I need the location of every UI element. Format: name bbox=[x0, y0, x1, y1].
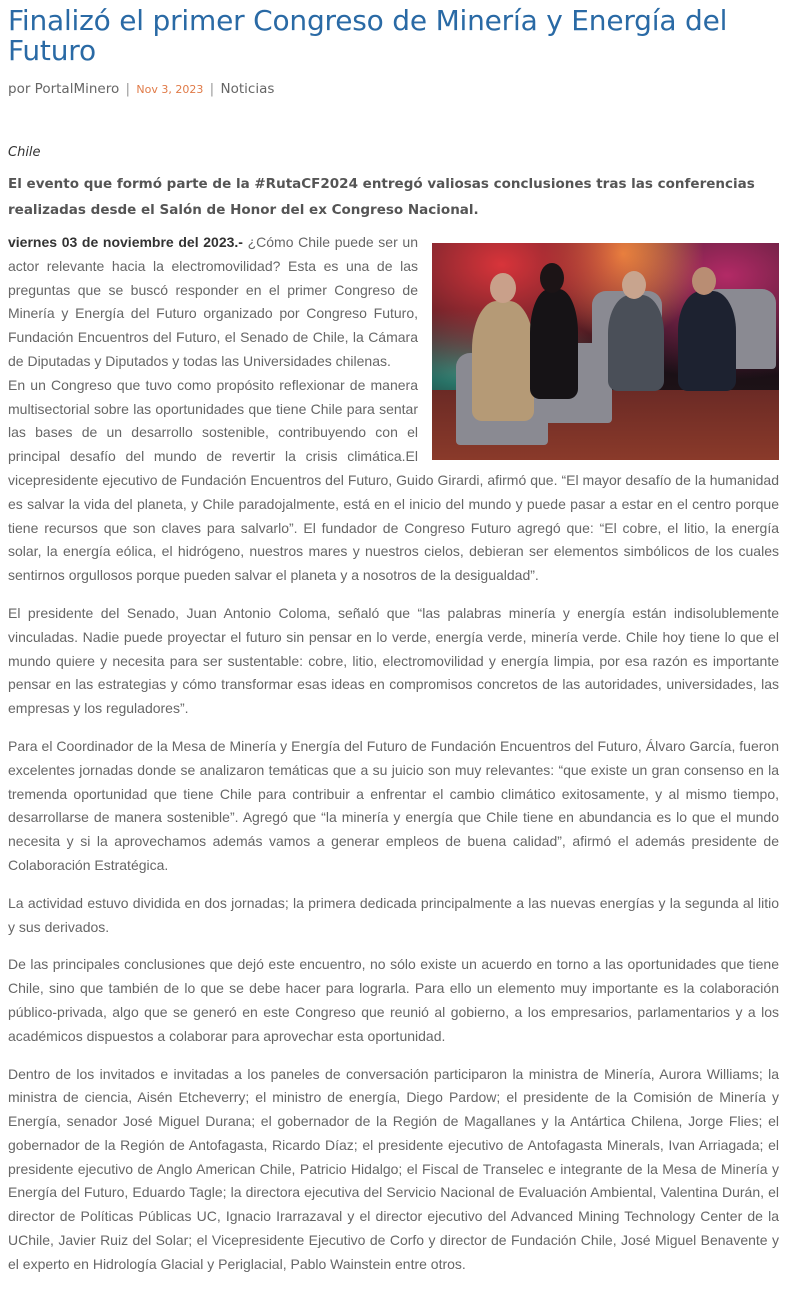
photo-person bbox=[678, 291, 736, 391]
post-date: Nov 3, 2023 bbox=[136, 83, 204, 96]
post-meta bbox=[8, 80, 779, 99]
paragraph: La actividad estuvo dividida en dos jornadas; la primera dedicada principalmente a las nuevas energías y la segunda al litio y sus derivados. bbox=[8, 894, 779, 935]
photo-person bbox=[530, 289, 578, 399]
photo-person bbox=[608, 295, 664, 391]
article-title: Finalizó el primer Congreso de Minería y Energía del Futuro bbox=[8, 4, 728, 67]
category-link[interactable]: Noticias bbox=[220, 81, 275, 97]
article-lead: El evento que formó parte de la #RutaCF2024 entregó valiosas conclusiones tras las conferencias realizadas desde el Salón de Honor del ex Congreso Nacional. bbox=[8, 176, 755, 218]
photo-head bbox=[622, 271, 646, 299]
photo-head bbox=[490, 273, 516, 303]
panel-photo bbox=[432, 243, 779, 460]
paragraph: Para el Coordinador de la Mesa de Minería y Energía del Futuro de Fundación Encuentros del Futuro, Álvaro García, fueron excelentes jornadas donde se analizaron temáticas que a su juicio son muy relevantes: “que existe un gran consenso en la tremenda oportunidad que tiene Chile para contribuir a enfrentar el cambio climático exitosamente, y al mismo tiempo, desarrollarse de manera sostenible”. Agregó que “la minería y energía que Chile tiene en abundancia es lo que el mundo necesita y si la aprovechamos además vamos a generar empleos de buena calidad”, afirmó el además presidente de Colaboración Estratégica. bbox=[8, 737, 779, 873]
photo-person bbox=[472, 301, 534, 421]
dateline: viernes 03 de noviembre del 2023.- bbox=[8, 234, 243, 250]
article-body bbox=[8, 231, 779, 1277]
meta-separator: | bbox=[125, 81, 131, 97]
paragraph-text: ¿Cómo Chile puede ser un actor relevante hacia la electromovilidad? Esta es una de las preguntas que se buscó responder en el primer Congreso de Minería y Energía del Futuro organizado por Congreso Futuro, Fundación Encuentros del Futuro, el Senado de Chile, la Cámara de Diputadas y Diputados y todas las Universidades chilenas. bbox=[8, 234, 418, 369]
paragraph: De las principales conclusiones que dejó este encuentro, no sólo existe un acuerdo en torno a las oportunidades que tiene Chile, sino que también de lo que se debe hacer para lograrla. Para ello un elemento muy importante es la colaboración público-privada, algo que se generó en este Congreso que reunió al gobierno, a los empresarios, parlamentarios y a los académicos dispuestos a colaborar para aprovechar esta oportunidad. bbox=[8, 956, 779, 1044]
country-label: Chile bbox=[8, 145, 41, 160]
author-byline[interactable]: por PortalMinero bbox=[8, 81, 120, 97]
photo-head bbox=[692, 267, 716, 295]
photo-head bbox=[540, 263, 564, 293]
paragraph: Dentro de los invitados e invitadas a los paneles de conversación participaron la ministra de Minería, Aurora Williams; la ministra de ciencia, Aisén Etcheverry; el ministro de energía, Diego Pardow; el presidente de la Comisión de Minería y Energía, senador José Miguel Durana; el gobernador de la Región de Magallanes y la Antártica Chilena, Jorge Flies; el gobernador de la Región de Antofagasta, Ricardo Díaz; el presidente ejecutivo de Antofagasta Minerals, Ivan Arriagada; el presidente ejecutivo de Anglo American Chile, Patricio Hidalgo; el Fiscal de Transelec e integrante de la Mesa de Minería y Energía del Futuro, Eduardo Tagle; la directora ejecutiva del Servicio Nacional de Evaluación Ambiental, Valentina Durán, el director de Políticas Públicas UC, Ignacio Irarrazaval y el director ejecutivo del Advanced Mining Technology Center de la UChile, Javier Ruiz del Solar; el Vicepresidente Ejecutivo de Corfo y director de Fundación Chile, José Miguel Benavente y el experto en Hidrología Glacial y Periglacial, Pablo Wainstein entre otros. bbox=[8, 1065, 779, 1272]
paragraph-text: En un Congreso que tuvo como propósito reflexionar de manera multisectorial sobre las oportunidades que tiene Chile para sentar las bases de un desarrollo sostenible, contribuyendo con el principal desafío del mundo de revertir la crisis climática.El vicepresidente ejecutivo de Fundación Encuentros del Futuro, Guido Girardi, afirmó que. “El mayor desafío de la humanidad es salvar la vida del planeta, y Chile paradojalmente, está en el inicio del mundo y puede pasar a estar en el centro porque tiene recursos que son claves para salvarlo”. El fundador de Congreso Futuro agregó que: “El cobre, el litio, la energía solar, la energía eólica, el hidrógeno, nuestros mares y nuestros cielos, debieran ser elementos simbólicos de los cuales sentirnos orgullosos porque pueden salvar el planeta y a nosotros de la desigualdad”. bbox=[8, 376, 779, 584]
meta-separator: | bbox=[209, 81, 215, 97]
paragraph: El presidente del Senado, Juan Antonio Coloma, señaló que “las palabras minería y energía están indisolublemente vinculadas. Nadie puede proyectar el futuro sin pensar en lo verde, energía verde, minería verde. Chile hoy tiene lo que el mundo quiere y necesita para ser sustentable: cobre, litio, electromovilidad y energía limpia, por esa razón es importante pensar en las estrategias y cómo transformar esas ideas en compromisos concretos de las autoridades, universidades, las empresas y los reguladores”. bbox=[8, 604, 779, 717]
